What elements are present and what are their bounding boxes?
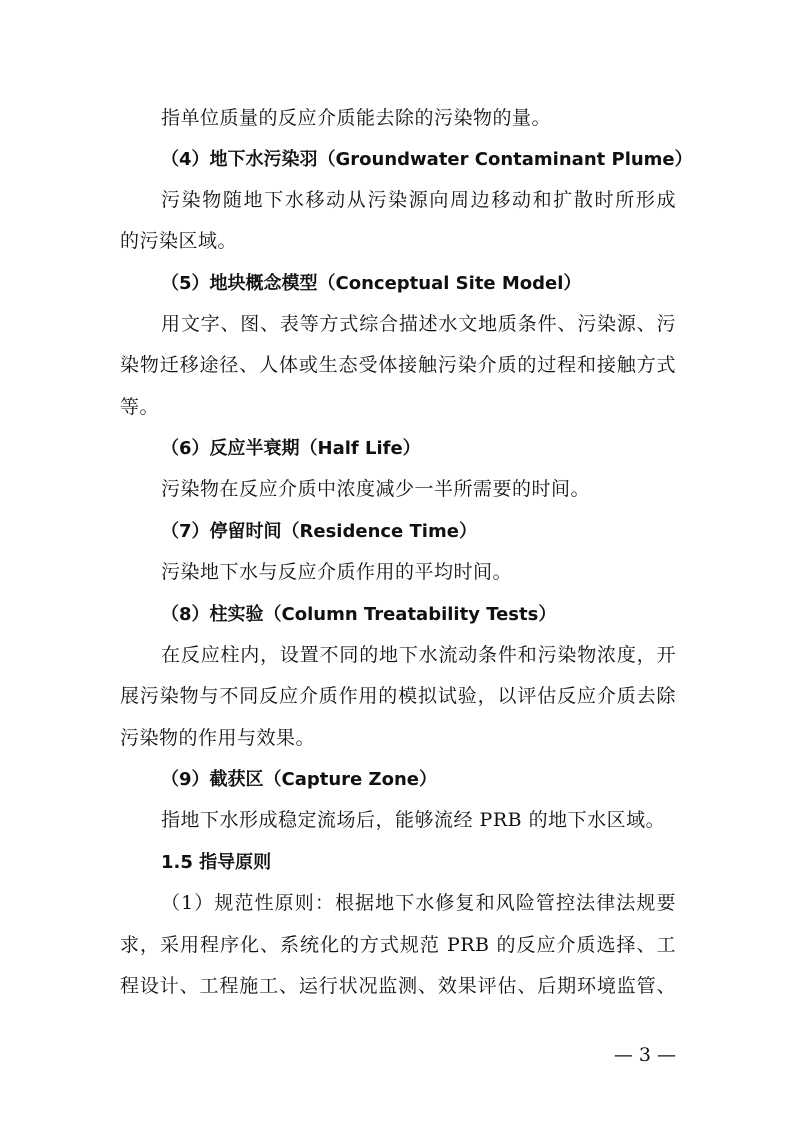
body-line: 等。: [120, 396, 160, 418]
section-heading-9: （9）截获区（Capture Zone）: [161, 769, 437, 790]
section-heading-8: （8）柱实验（Column Treatability Tests）: [161, 604, 557, 625]
body-line: 指单位质量的反应介质能去除的污染物的量。: [161, 107, 552, 129]
body-line: 污染物在反应介质中浓度减少一半所需要的时间。: [161, 478, 591, 500]
body-line: 染物迁移途径、人体或生态受体接触污染介质的过程和接触方式: [120, 354, 676, 376]
body-line: 展污染物与不同反应介质作用的模拟试验，以评估反应介质去除: [120, 685, 676, 707]
section-heading-5: （5）地块概念模型（Conceptual Site Model）: [161, 273, 582, 294]
body-line: 污染物随地下水移动从污染源向周边移动和扩散时所形成: [161, 189, 676, 211]
section-heading-7: （7）停留时间（Residence Time）: [161, 521, 477, 542]
body-line: 在反应柱内，设置不同的地下水流动条件和污染物浓度，开: [161, 644, 676, 666]
body-line: 用文字、图、表等方式综合描述水文地质条件、污染源、污: [161, 313, 676, 335]
body-line: 污染物的作用与效果。: [120, 727, 316, 749]
body-line: （1）规范性原则：根据地下水修复和风险管控法律法规要: [161, 892, 676, 914]
body-line: 指地下水形成稳定流场后，能够流经 PRB 的地下水区域。: [161, 809, 666, 831]
body-line: 求，采用程序化、系统化的方式规范 PRB 的反应介质选择、工: [120, 934, 676, 956]
body-line: 的污染区域。: [120, 230, 238, 252]
body-line: 程设计、工程施工、运行状况监测、效果评估、后期环境监管、: [120, 975, 676, 997]
section-heading-4: （4）地下水污染羽（Groundwater Contaminant Plume）: [161, 149, 693, 170]
section-heading-1-5: 1.5 指导原则: [161, 852, 272, 873]
body-line: 污染地下水与反应介质作用的平均时间。: [161, 561, 513, 583]
section-heading-6: （6）反应半衰期（Half Life）: [161, 438, 421, 459]
page-number: — 3 —: [613, 1044, 676, 1066]
